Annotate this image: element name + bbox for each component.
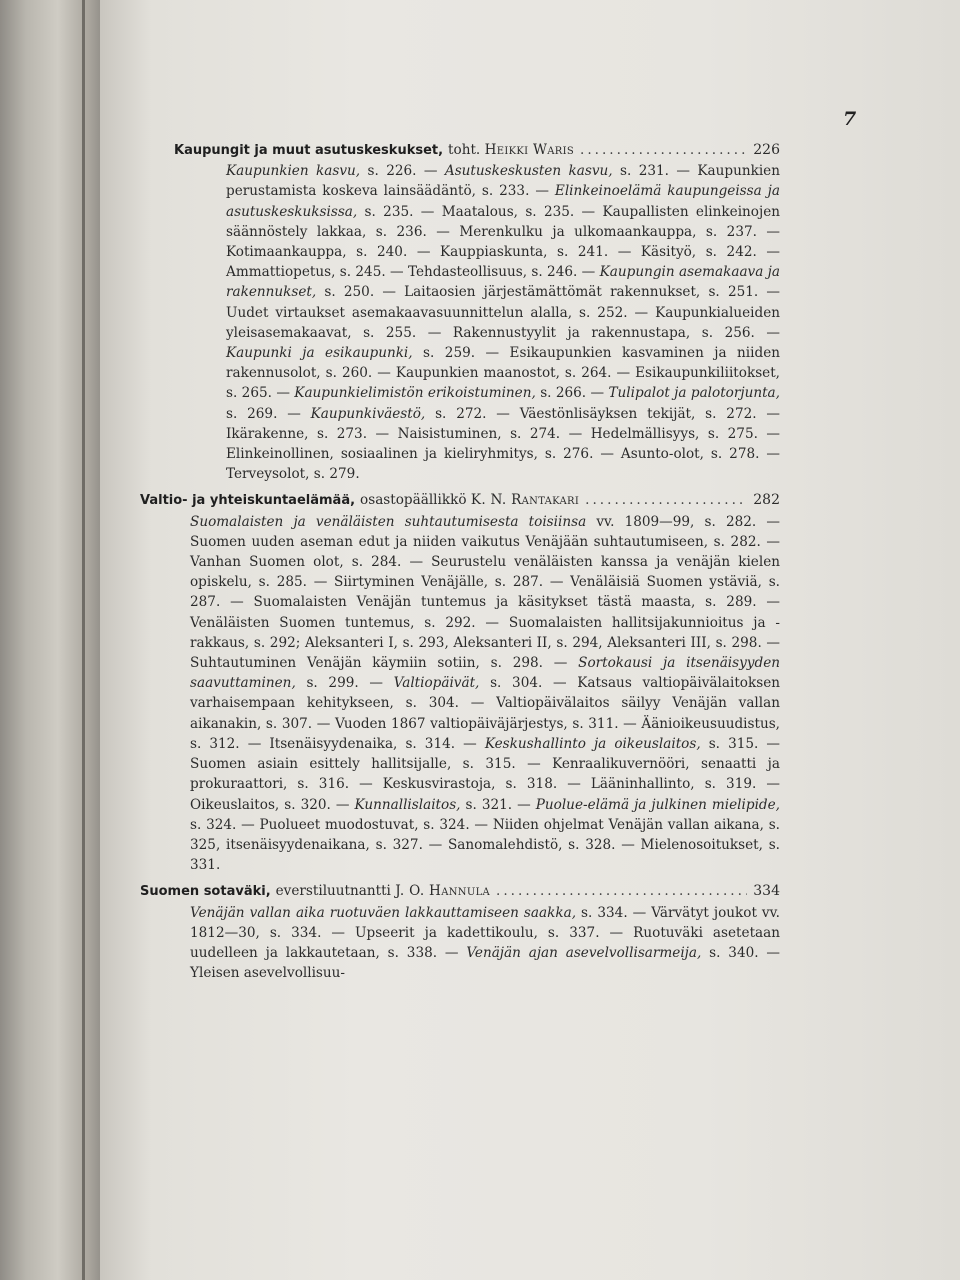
dot-leader xyxy=(496,881,747,901)
entry-author xyxy=(360,490,579,510)
section-text: s. 269. — xyxy=(226,405,311,422)
table-of-contents xyxy=(140,140,780,989)
entry-page: 334 xyxy=(753,883,780,900)
section-text: s. 340. — Yleisen asevelvollisuu- xyxy=(190,944,780,982)
toc-entry-header xyxy=(140,490,780,511)
toc-entry-kaupungit xyxy=(140,140,780,484)
section-heading-italic: Kaupunkiväestö, xyxy=(310,405,426,422)
section-text: s. 259. — Esikaupunkien kasvaminen ja niiden rakennusolot, s. 260. — Kaupunkien maanostot, s. 264. — Esikaupunkiliitokset, s. 265. — xyxy=(226,345,780,402)
entry-body xyxy=(140,903,780,984)
section-text: s. 272. — Väestönlisäyksen tekijät, s. 272. — Ikärakenne, s. 273. — Naisistuminen, s. 274. — Hedelmällisyys, s. 275. — Elinkeinollinen, sosiaalinen ja kieliryhmitys, s. 276. — Asunto-olot, s. 278. — Terveysolot, s. 279. xyxy=(226,405,780,483)
section-heading-italic: Keskushallinto ja oikeuslaitos, xyxy=(484,735,701,752)
section-heading-italic: Valtiopäivät, xyxy=(393,675,480,692)
entry-author xyxy=(448,140,574,160)
toc-entry-header xyxy=(140,881,780,902)
entry-body xyxy=(140,512,780,876)
section-heading-italic: Suomalaisten ja venäläisten suhtautumisesta toisiinsa xyxy=(190,513,587,530)
author-name: K. N. Rantakari xyxy=(470,492,580,509)
section-heading-italic: Venäjän vallan aika ruotuväen lakkauttamiseen saakka, xyxy=(190,904,577,921)
entry-author xyxy=(276,881,490,901)
section-text: s. 250. — Laitaosien järjestämättömät rakennukset, s. 251. — Uudet virtaukset asemakaavasuunnittelun alalla, s. 252. — Kaupunkialueiden yleisasemakaavat, s. 255. — Rakennustyylit ja rakennustapa, s. 256. — xyxy=(226,284,780,341)
section-text: s. 324. — Puolueet muodostuvat, s. 324. — Niiden ohjelmat Venäjän vallan aikana, s. 325, itsenäisyydenaikana, s. 327. — Sanomalehdistö, s. 328. — Mielenosoitukset, s. 331. xyxy=(190,816,780,874)
entry-title: Kaupungit ja muut asutuskeskukset, xyxy=(174,143,444,158)
section-text: s. 266. — xyxy=(535,385,609,402)
entry-title: Suomen sotaväki, xyxy=(140,884,271,900)
section-text: s. 321. — xyxy=(460,796,536,813)
section-heading-italic: Kaupunkien kasvu, xyxy=(226,163,361,180)
entry-page: 226 xyxy=(753,142,780,158)
section-heading-italic: Elinkeinoelämä kaupungeissa ja asutuskeskuksissa, xyxy=(226,183,780,220)
section-heading-italic: Kaupunki ja esikaupunki, xyxy=(226,345,413,362)
section-heading-italic: Tulipalot ja palotorjunta, xyxy=(608,385,780,402)
section-heading-italic: Venäjän ajan asevelvollisarmeija, xyxy=(466,944,702,961)
toc-entry-valtio xyxy=(140,490,780,875)
entry-body xyxy=(140,161,780,484)
entry-page: 282 xyxy=(753,492,780,509)
section-text: s. 299. — xyxy=(295,675,394,692)
page-number: 7 xyxy=(843,108,857,130)
section-text: vv. 1809—99, s. 282. — Suomen uuden aseman edut ja niiden vaikutus Venäjään suhtautumiseen, s. 282. — Vanhan Suomen olot, s. 284. — Seurustelu venäläisten kanssa ja venäjän kielen opiskelu, s. 285. — Siirtyminen Venäjälle, s. 287. — Venäläisiä Suomen ystäviä, s. 287. — Suomalaisten Venäjän tuntemus ja käsitykset tästä maasta, s. 289. — Venäläisten Suomen tuntemus, s. 292. — Suomalaisten hallitsijakunnioitus ja -rakkaus, s. 292; Aleksanteri I, s. 293, Aleksanteri II, s. 294, Aleksanteri III, s. 298. — Suhtautuminen Venäjän käymiin sotiin, s. 298. — xyxy=(190,513,781,672)
author-name: Heikki Waris xyxy=(484,142,575,158)
section-text: s. 235. — Maatalous, s. 235. — Kaupallisten elinkeinojen säännöstely lakkaa, s. 236. — Merenkulku ja ulkomaankauppa, s. 237. — Kotimaankauppa, s. 240. — Kauppiaskunta, s. 241. — Käsityö, s. 242. — Ammattiopetus, s. 245. — Tehdasteollisuus, s. 246. — xyxy=(226,203,780,281)
author-prefix: toht. xyxy=(448,142,481,158)
section-heading-italic: Sortokausi ja itsenäisyyden saavuttaminen, xyxy=(190,655,780,692)
dot-leader xyxy=(585,490,747,510)
section-text: s. 231. — Kaupunkien perustamista koskeva lainsäädäntö, s. 233. — xyxy=(226,163,780,200)
section-text: s. 226. — xyxy=(360,163,445,180)
author-prefix: everstiluutnantti xyxy=(275,883,391,900)
author-prefix: osastopäällikkö xyxy=(360,492,467,509)
facing-page-edge xyxy=(0,0,105,1280)
toc-entry-header xyxy=(140,140,780,161)
dot-leader xyxy=(580,140,747,160)
section-heading-italic: Asutuskeskusten kasvu, xyxy=(444,163,613,180)
section-text: s. 304. — Katsaus valtiopäivälaitoksen varhaisempaan kehitykseen, s. 304. — Valtiopäivälaitos säilyy Venäjän vallan aikanakin, s. 307. — Vuoden 1867 valtiopäiväjärjestys, s. 311. — Äänioikeusuudistus, s. 312. — Itsenäisyydenaika, s. 314. — xyxy=(190,675,780,752)
section-text: s. 334. — Värvätyt joukot vv. 1812—30, s. 334. — Upseerit ja kadettikoulu, s. 337. — Ruotuväki asetetaan uudelleen ja lakkautetaan, s. 338. — xyxy=(190,904,781,961)
book-spine xyxy=(82,0,85,1280)
toc-entry-sotavaki xyxy=(140,881,780,983)
section-text: s. 315. — Suomen asiain esittely hallitsijalle, s. 315. — Kenraalikuvernööri, senaatti ja prokuraattori, s. 316. — Keskusvirastoja, s. 318. — Lääninhallinto, s. 319. — Oikeuslaitos, s. 320. — xyxy=(190,735,781,813)
section-heading-italic: Puolue-elämä ja julkinen mielipide, xyxy=(535,796,780,813)
section-heading-italic: Kaupungin asemakaava ja rakennukset, xyxy=(226,264,780,301)
section-heading-italic: Kaupunkielimistön erikoistuminen, xyxy=(294,385,536,402)
entry-title: Valtio- ja yhteiskuntaelämää, xyxy=(140,493,356,509)
author-name: J. O. Hannula xyxy=(395,883,491,900)
section-heading-italic: Kunnallislaitos, xyxy=(354,796,461,813)
